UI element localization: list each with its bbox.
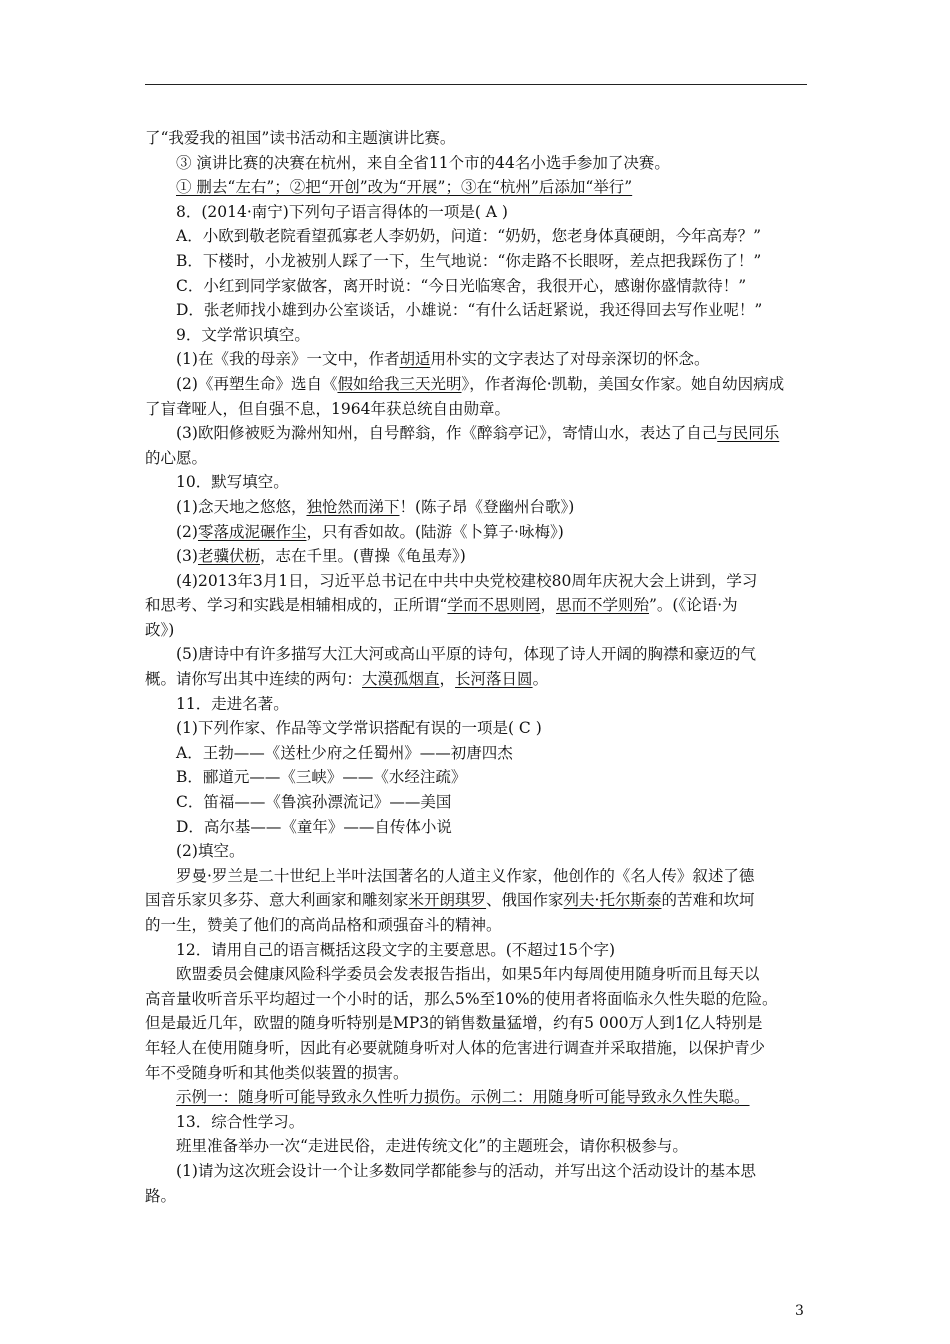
text-line: [145, 1036, 807, 1061]
answer-text: 大漠孤烟直: [362, 670, 440, 689]
line-text: 用朴实的文字表达了对母亲深切的怀念。: [430, 350, 710, 369]
line-text: 》，作者海伦·凯勒，美国女作家。她自幼因病成: [461, 374, 785, 393]
answer-text: 列夫·托尔斯泰: [563, 891, 662, 910]
line-text: D．高尔基——《童年》——自传体小说: [176, 817, 452, 836]
line-text: (1)在《我的母亲》一文中，作者: [176, 350, 400, 369]
line-text: 年轻人在使用随身听，因此有必要就随身听对人体的危害进行调查并采取措施，以保护青少: [145, 1038, 766, 1057]
line-text: ！(陈子昂《登幽州台歌》): [399, 497, 575, 516]
text-line: [145, 1184, 807, 1209]
answer-text: 假如给我三天光明: [337, 374, 462, 393]
answer-text: ① 删去“左右”；②把“开创”改为“开展”；③在“杭州”后添加“举行”: [176, 178, 633, 197]
line-text: 但是最近几年，欧盟的随身听特别是MP3的销售数量猛增，约有5 000万人到1亿人特别是: [145, 1014, 763, 1033]
text-line: [145, 249, 807, 274]
answer-text: 思而不学则殆: [555, 596, 649, 615]
line-text: 的心愿。: [145, 448, 208, 467]
text-line: [145, 913, 807, 938]
text-line: [145, 1085, 807, 1110]
text-line: [145, 470, 807, 495]
text-line: [145, 839, 807, 864]
line-text: 、俄国作家: [486, 891, 564, 910]
text-line: [145, 1134, 807, 1159]
text-line: [145, 544, 807, 569]
text-line: [145, 938, 807, 963]
line-text: ③ 演讲比赛的决赛在杭州，来自全省11个市的44名小选手参加了决赛。: [176, 153, 670, 172]
line-text: 欧盟委员会健康风险科学委员会发表报告指出，如果5年内每周使用随身听而且每天以: [176, 965, 760, 984]
line-text: 8．(2014·南宁)下列句子语言得体的一项是( A ): [176, 202, 508, 221]
text-line: [145, 667, 807, 692]
text-line: [145, 323, 807, 348]
line-text: 国音乐家贝多芬、意大利画家和雕刻家: [145, 891, 409, 910]
line-text: 罗曼·罗兰是二十世纪上半叶法国著名的人道主义作家，他创作的《名人传》叙述了德: [176, 866, 755, 885]
answer-text: 与民同乐: [717, 424, 780, 443]
line-text: (5)唐诗中有许多描写大江大河或高山平原的诗句，体现了诗人开阔的胸襟和豪迈的气: [176, 645, 756, 664]
text-line: [145, 815, 807, 840]
line-text: 。: [532, 670, 549, 689]
text-line: [145, 987, 807, 1012]
page-body: [145, 126, 807, 1208]
line-text: 的一生，赞美了他们的高尚品格和顽强奋斗的精神。: [145, 916, 502, 934]
text-line: [145, 1011, 807, 1036]
text-line: [145, 569, 807, 594]
line-text: A．王勃——《送杜少府之任蜀州》——初唐四杰: [176, 743, 513, 762]
text-line: [145, 864, 807, 889]
line-text: 了盲聋哑人，但自强不息，1964年获总统自由勋章。: [145, 399, 510, 418]
answer-text: 示例一：随身听可能导致永久性听力损伤。示例二：用随身听可能导致永久性失聪。: [176, 1088, 750, 1107]
text-line: [145, 224, 807, 249]
answer-text: 胡适: [399, 350, 431, 369]
text-line: [145, 593, 807, 618]
text-line: [145, 1061, 807, 1086]
line-text: 班里准备举办一次“走进民俗，走进传统文化”的主题班会，请你积极参与。: [176, 1137, 688, 1156]
answer-text: 学而不思则罔: [447, 596, 541, 615]
line-text: 高音量收听音乐平均超过一个小时的话，那么5%至10%的使用者将面临永久性失聪的危险。: [145, 989, 778, 1008]
line-text: ，: [439, 670, 456, 689]
line-text: 11．走进名著。: [176, 694, 289, 713]
line-text: 12．请用自己的语言概括这段文字的主要意思。(不超过15个字): [176, 940, 616, 959]
text-line: [145, 372, 807, 397]
line-text: (2)《再塑生命》选自《: [176, 374, 338, 393]
text-line: [145, 421, 807, 446]
line-text: (3): [176, 547, 198, 566]
text-line: [145, 397, 807, 422]
text-line: [145, 151, 807, 176]
line-text: D．张老师找小雄到办公室谈话，小雄说：“有什么话赶紧说，我还得回去写作业呢！”: [176, 301, 763, 320]
text-line: [145, 962, 807, 987]
text-line: [145, 1110, 807, 1135]
line-text: A．小欧到敬老院看望孤寡老人李奶奶，问道：“奶奶，您老身体真硬朗，今年高寿？”: [176, 227, 762, 246]
text-line: [145, 175, 807, 200]
line-text: C．笛福——《鲁滨孙漂流记》——美国: [176, 793, 452, 812]
line-text: B．郦道元——《三峡》——《水经注疏》: [176, 768, 467, 787]
answer-text: 独怆然而涕下: [306, 497, 400, 516]
text-line: [145, 200, 807, 225]
line-text: 和思考、学习和实践是相辅相成的，正所谓“: [145, 596, 448, 615]
line-text: 9．文学常识填空。: [176, 325, 310, 344]
line-text: 的苦难和坎坷: [661, 891, 755, 910]
line-text: (1)下列作家、作品等文学常识搭配有误的一项是( C ): [176, 719, 542, 738]
line-text: ，只有香如故。(陆游《卜算子·咏梅》): [306, 522, 564, 541]
line-text: 路。: [145, 1186, 177, 1205]
answer-text: 零落成泥碾作尘: [197, 522, 307, 541]
text-line: [145, 520, 807, 545]
text-line: [145, 347, 807, 372]
line-text: C．小红到同学家做客，离开时说：“今日光临寒舍，我很开心，感谢你盛情款待！”: [176, 276, 747, 295]
text-line: [145, 495, 807, 520]
header-rule: [145, 84, 807, 85]
text-line: [145, 274, 807, 299]
line-text: 了“我爱我的祖国”读书活动和主题演讲比赛。: [145, 129, 456, 147]
text-line: [145, 446, 807, 471]
line-text: (4)2013年3月1日，习近平总书记在中共中央党校建校80周年庆祝大会上讲到，学习: [176, 571, 758, 590]
answer-text: 长河落日圆: [455, 670, 533, 689]
text-line: [145, 790, 807, 815]
text-line: [145, 642, 807, 667]
answer-text: 米开朗琪罗: [408, 891, 487, 910]
text-line: [145, 692, 807, 717]
text-line: [145, 618, 807, 643]
line-text: (1)请为这次班会设计一个让多数同学都能参与的活动，并写出这个活动设计的基本思: [176, 1161, 756, 1180]
line-text: (2)填空。: [176, 842, 245, 861]
line-text: 概。请你写出其中连续的两句：: [145, 670, 363, 689]
text-line: [145, 126, 807, 151]
text-line: [145, 1159, 807, 1184]
text-line: [145, 888, 807, 913]
line-text: (1)念天地之悠悠，: [176, 497, 307, 516]
line-text: 13．综合性学习。: [176, 1112, 305, 1131]
line-text: ”。(《论语·为: [648, 596, 738, 615]
line-text: ，: [540, 596, 556, 615]
line-text: 10．默写填空。: [176, 473, 289, 492]
text-line: [145, 298, 807, 323]
text-line: [145, 716, 807, 741]
line-text: (2): [176, 522, 198, 541]
answer-text: 老骥伏枥: [197, 547, 260, 566]
line-text: (3)欧阳修被贬为滁州知州，自号醉翁，作《醉翁亭记》，寄情山水，表达了自己: [176, 424, 718, 443]
page-number: 3: [795, 1303, 804, 1319]
line-text: 年不受随身听和其他类似装置的损害。: [145, 1063, 409, 1082]
text-line: [145, 741, 807, 766]
line-text: ，志在千里。(曹操《龟虽寿》): [259, 547, 466, 566]
text-line: [145, 765, 807, 790]
line-text: 政》): [145, 620, 175, 639]
line-text: B．下楼时，小龙被别人踩了一下，生气地说：“你走路不长眼呀，差点把我踩伤了！”: [176, 251, 762, 270]
